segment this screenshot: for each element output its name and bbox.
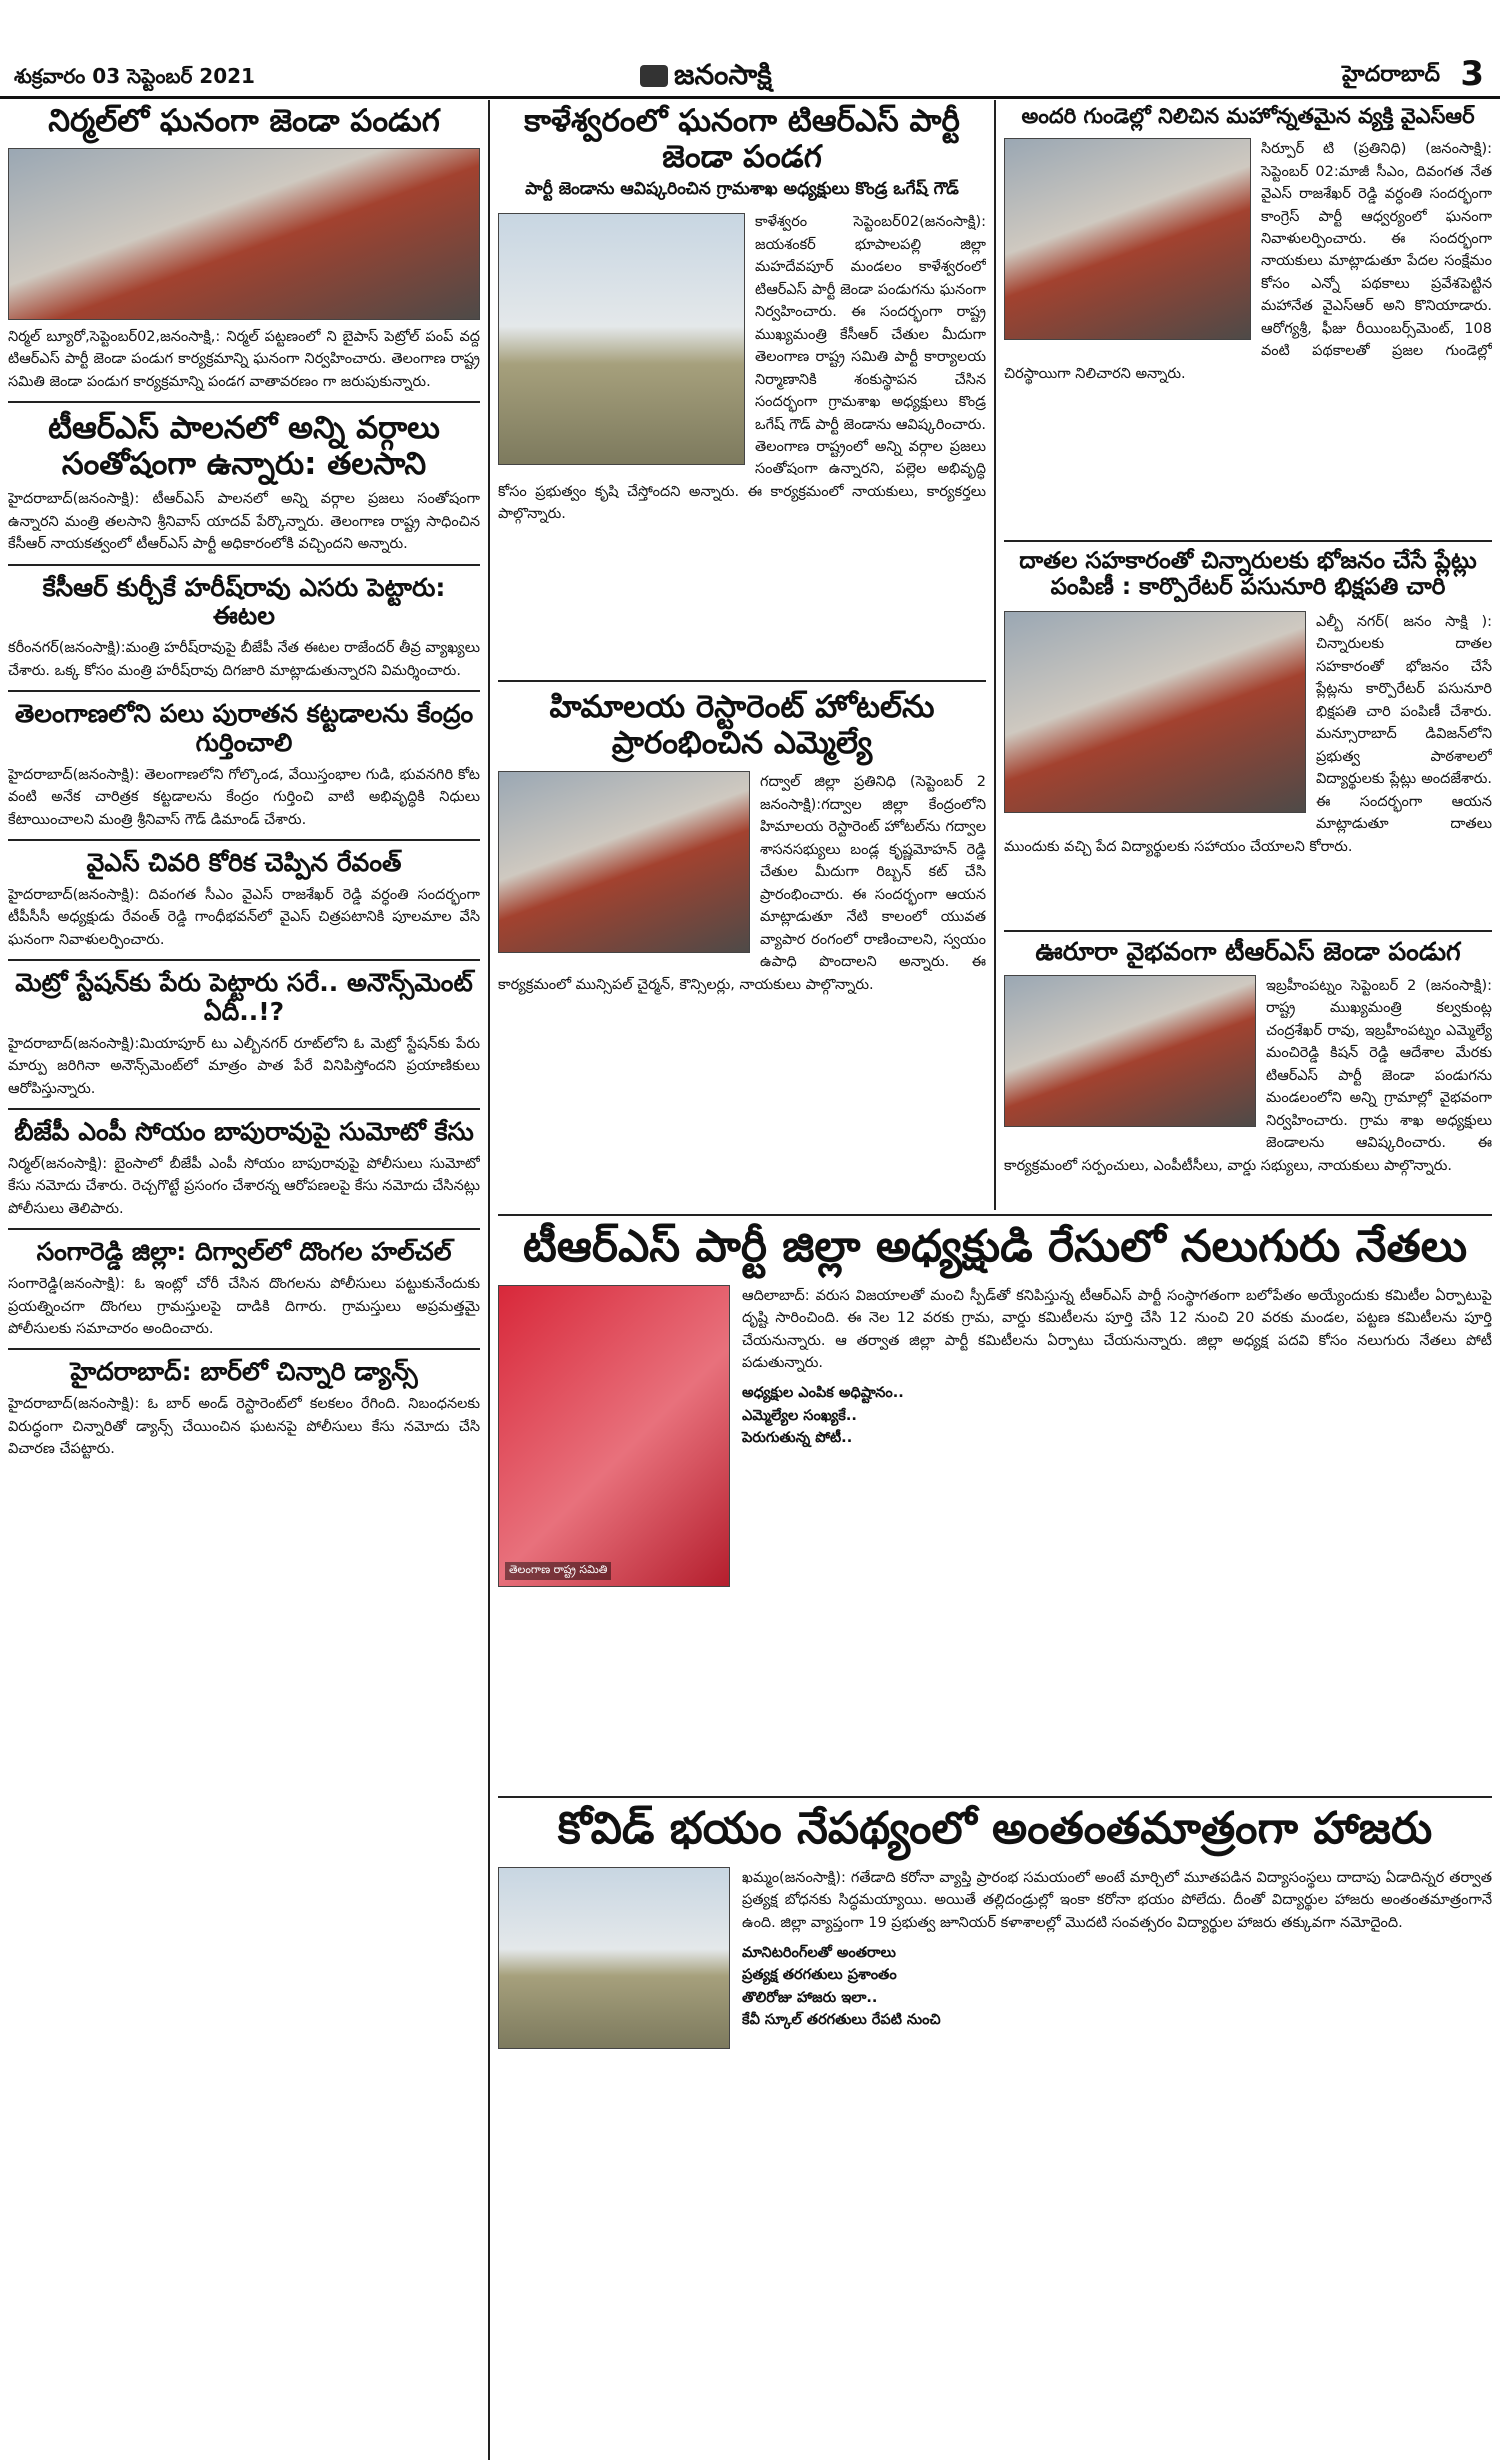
article-divider [8,959,480,961]
headline: నిర్మల్‌లో ఘనంగా జెండా పండుగ [48,104,440,139]
article-covid [498,1804,1492,2454]
subhead-1: మానిటరింగ్‌లతో అంతరాలు [742,1945,896,1961]
headline: హిమాలయ రెస్టారెంట్ హోటల్‌ను ప్రారంభించిన ఎమ్మెల్యే [549,690,935,761]
article-metro [8,969,480,1100]
subheadline: పార్టీ జెండాను ఆవిష్కరించిన గ్రామశాఖ అధ్యక్షులు కొండ్ర ఒగేష్ గౌడ్ [525,179,959,200]
article-body: ఖమ్మం(జనంసాక్షి): గతేడాది కరోనా వ్యాప్తి ప్రారంభ సమయంలో అంటే మార్చిలో మూతపడిన విద్యాసంస్థలు దాదాపు ఏడాదిన్నర తర్వాత ప్రత్యక్ష బోధనకు సిద్ధమయ్యాయి. అయితే తల్లిదండ్రుల్లో ఇంకా కరోనా భయం పోలేదు. దీంతో విద్యార్థుల హాజరు అంతంతమాత్రంగానే ఉంది. జిల్లా వ్యాప్తంగా 19 ప్రభుత్వ జూనియర్ కళాశాలల్లో మొదటి సంవత్సరం విద్యార్థుల హాజరు తక్కువగా నమోదైంది. [742,1869,1492,1931]
article-kaleshwaram [498,104,986,674]
article-body: ఆదిలాబాద్: వరుస విజయాలతో మంచి స్పీడ్‌తో కనిపిస్తున్న టీఆర్ఎస్ పార్టీ సంస్థాగతంగా బలోపేతం అయ్యేందుకు కమిటీల ఏర్పాటుపై దృష్టి సారించింది. ఈ నెల 12 వరకు గ్రామ, వార్డు కమిటీలను పూర్తి చేసి 12 నుంచి 20 వరకు మండల, పట్టణ కమిటీలను పూర్తి చేయనున్నారు. ఆ తర్వాత జిల్లా పార్టీ కమిటీలను ఏర్పాటు చేయనున్నారు. జిల్లా అధ్యక్ష పదవి కోసం నలుగురు నేతలు పోటీ పడుతున్నారు. [742,1287,1492,1371]
subhead-3: తొలిరోజు హాజరు ఇలా.. [742,1989,878,2006]
article-body: నిర్మల్(జనంసాక్షి): బైంసాలో బీజేపీ ఎంపీ సోయం బాపురావుపై పోలీసులు సుమోటో కేసు నమోదు చేశారు. రెచ్చగొట్టే ప్రసంగం చేశారన్న ఆరోపణలపై కేసు నమోదు చేసినట్లు పోలీసులు తెలిపారు. [8,1155,480,1217]
article-divider [8,1348,480,1350]
headline: కాళేశ్వరంలో ఘనంగా టిఆర్ఎస్ పార్టీ జెండా పండగ [524,104,960,175]
article-photo [498,1867,730,2049]
article-divider [1004,540,1492,542]
article-heritage [8,700,480,831]
article-photo [8,148,480,320]
article-district-race [498,1222,1492,1792]
article-body: ఎల్బీ నగర్( జనం సాక్షి ): చిన్నారులకు దాతల సహకారంతో భోజనం చేసే ప్లేట్లను కార్పొరేటర్ పసునూరి భిక్షపతి చారి పంపిణీ చేశారు. మన్సూరాబాద్ డివిజన్‌లోని ప్రభుత్వ పాఠశాలలో విద్యార్థులకు ప్లేట్లు అందజేశారు. ఈ సందర్భంగా ఆయన మాట్లాడుతూ దాతలు ముందుకు వచ్చి పేద విద్యార్థులకు సహాయం చేయాలని కోరారు. [1004,613,1492,855]
article-talasani [8,411,480,556]
article-photo [1004,138,1251,340]
article-divider [8,690,480,692]
headline: టీఆర్ఎస్ పాలనలో అన్ని వర్గాలు సంతోషంగా ఉన్నారు: తలసాని [48,410,440,482]
headline: ఊరూరా వైభవంగా టీఆర్ఎస్ జెండా పండుగ [1035,938,1461,966]
headline: టీఆర్ఎస్ పార్టీ జిల్లా అధ్యక్షుడి రేసులో నలుగురు నేతలు [522,1222,1468,1272]
article-etela [8,574,480,682]
page-number: 3 [1460,54,1484,94]
left-column [8,104,480,2459]
column-divider [994,100,996,1210]
article-photo [1004,611,1306,813]
masthead-logo-icon [640,65,668,87]
headline: సంగారెడ్డి జిల్లా: దిగ్వాల్‌లో దొంగల హల్‌చల్ [36,1237,452,1267]
article-nirmal [8,104,480,393]
article-body: హైదరాబాద్(జనంసాక్షి): దివంగత సీఎం వైఎస్ రాజశేఖర్ రెడ్డి వర్ధంతి సందర్భంగా టీపీసీసీ అధ్యక్షుడు రేవంత్ రెడ్డి గాంధీభవన్‌లో వైఎస్ చిత్రపటానికి పూలమాల వేసి ఘనంగా నివాళులర్పించారు. [8,886,480,948]
article-body: కాళేశ్వరం సెప్టెంబర్02(జనంసాక్షి): జయశంకర్ భూపాలపల్లి జిల్లా మహదేవపూర్ మండలం కాళేశ్వరంలో టిఆర్ఎస్ పార్టీ జెండా పండుగను ఘనంగా నిర్వహించారు. ఈ సందర్భంగా రాష్ట్ర ముఖ్యమంత్రి కేసీఆర్ చేతుల మీదుగా తెలంగాణ రాష్ట్ర సమితి పార్టీ కార్యాలయ నిర్మాణానికి శంకుస్థాపన చేసిన సందర్భంగా గ్రామశాఖ అధ్యక్షులు కొండ్ర ఒగేష్ గౌడ్ పార్టీ జెండాను ఆవిష్కరించారు. తెలంగాణ రాష్ట్రంలో అన్ని వర్గాల ప్రజలు సంతోషంగా ఉన్నారని, పల్లెల అభివృద్ధి కోసం ప్రభుత్వం కృషి చేస్తోందని అన్నారు. ఈ కార్యక్రమంలో నాయకులు, కార్యకర్తలు పాల్గొన్నారు. [498,214,986,523]
article-bapurao [8,1118,480,1220]
article-photo [1004,975,1256,1127]
headline: బీజేపీ ఎంపీ సోయం బాపురావుపై సుమోటో కేసు [14,1117,474,1147]
headline: కోవిడ్ భయం నేపథ్యంలో అంతంతమాత్రంగా హాజరు [557,1804,1433,1854]
subhead-1: అధ్యక్షుల ఎంపిక అధిష్టానం.. [742,1385,904,1402]
article-photo [498,771,750,953]
article-divider [1004,930,1492,932]
subhead-2: ప్రత్యక్ష తరగతులు ప్రశాంతం [742,1967,897,1984]
photo-caption: తెలంగాణ రాష్ట్ర సమితి [505,1562,611,1580]
article-divider [8,564,480,566]
headline: మెట్రో స్టేషన్‌కు పేరు పెట్టారు సరే.. అనౌన్స్‌మెంట్ ఏదీ..!? [15,968,473,1026]
article-divider [8,401,480,403]
article-body: కరీంనగర్(జనంసాక్షి):మంత్రి హరీష్‌రావుపై బీజేపీ నేత ఈటల రాజేందర్ తీవ్ర వ్యాఖ్యలు చేశారు. ఒక్క కోసం మంత్రి హరీష్‌రావు దిగజారి మాట్లాడుతున్నారని విమర్శించారు. [8,640,480,679]
masthead-title: జనంసాక్షి [674,58,772,91]
issue-date: శుక్రవారం 03 సెప్టెంబర్ 2021 [14,64,255,88]
article-revanth [8,849,480,951]
article-divider [8,839,480,841]
subhead-3: పెరుగుతున్న పోటీ.. [742,1430,853,1447]
headline: దాతల సహకారంతో చిన్నారులకు భోజనం చేసే ప్లేట్లు పంపిణీ : కార్పొరేటర్ పసునూరి భిక్షపతి చారి [1019,548,1477,601]
article-villages [1004,938,1492,1210]
subhead-4: కేవీ స్కూల్ తరగతులు రేపటి నుంచి [742,2012,941,2029]
article-sangareddy [8,1238,480,1340]
column-divider [488,100,490,2460]
article-photo [498,1285,730,1587]
article-body: హైదరాబాద్(జనంసాక్షి): టీఆర్ఎస్ పాలనలో అన్ని వర్గాల ప్రజలు సంతోషంగా ఉన్నారని మంత్రి తలసాని శ్రీనివాస్ యాదవ్ పేర్కొన్నారు. తెలంగాణ రాష్ట్ర సాధించిన కేసీఆర్ నాయకత్వంలో టీఆర్ఎస్ పార్టీ అధికారంలోకి వచ్చిందని అన్నారు. [8,491,480,553]
headline: కేసీఆర్ కుర్చీకే హరీష్‌రావు ఎసరు పెట్టారు: ఈటల [42,572,446,631]
page-header [0,0,1500,99]
article-bar [8,1358,480,1460]
headline: తెలంగాణలోని పలు పురాతన కట్టడాలను కేంద్రం గుర్తించాలి [14,699,474,757]
masthead [640,58,772,98]
subhead-2: ఎమ్మెల్యేల సంఖ్యకే.. [742,1407,857,1424]
article-plates [1004,548,1492,928]
headline: హైదరాబాద్: బార్‌లో చిన్నారి డ్యాన్స్ [70,1357,418,1387]
article-body: హైదరాబాద్(జనంసాక్షి): ఓ బార్ అండ్ రెస్టారెంట్‌లో కలకలం రేగింది. నిబంధనలకు విరుద్ధంగా చిన్నారితో డ్యాన్స్ చేయించిన ఘటనపై పోలీసులు కేసు నమోదు చేసి విచారణ చేపట్టారు. [8,1396,480,1458]
edition-city: హైదరాబాద్ [1342,62,1440,87]
article-divider [498,680,986,682]
article-ysr [1004,104,1492,534]
article-divider [8,1108,480,1110]
article-body: గద్వాల్ జిల్లా ప్రతినిధి (సెప్టెంబర్ 2 జనంసాక్షి):గద్వాల జిల్లా కేంద్రంలోని హిమాలయ రెస్టారెంట్ హోటల్‌ను గద్వాల శాసనసభ్యులు బండ్ల కృష్ణమోహన్ రెడ్డి చేతుల మీదుగా రిబ్బన్ కట్ చేసి ప్రారంభించారు. ఈ సందర్భంగా ఆయన మాట్లాడుతూ నేటి కాలంలో యువత వ్యాపార రంగంలో రాణించాలని, స్వయం ఉపాధి పొందాలని అన్నారు. ఈ కార్యక్రమంలో మున్సిపల్ చైర్మన్, కౌన్సిలర్లు, నాయకులు పాల్గొన్నారు. [498,774,986,993]
article-body: హైదరాబాద్(జనంసాక్షి):మియాపూర్ టు ఎల్బీనగర్ రూట్‌లోని ఓ మెట్రో స్టేషన్‌కు పేరు మార్పు జరిగినా అనౌన్స్‌మెంట్‌లో మాత్రం పాత పేరే వినిపిస్తోందని ప్రయాణికులు ఆరోపిస్తున్నారు. [8,1035,480,1097]
section-divider [498,1796,1492,1798]
article-body: ఇబ్రహీంపట్నం సెప్టెంబర్ 2 (జనంసాక్షి): రాష్ట్ర ముఖ్యమంత్రి కల్వకుంట్ల చంద్రశేఖర్ రావు, ఇబ్రహీంపట్నం ఎమ్మెల్యే మంచిరెడ్డి కిషన్ రెడ్డి ఆదేశాల మేరకు టిఆర్ఎస్ పార్టీ జెండా పండుగను మండలంలోని అన్ని గ్రామాల్లో వైభవంగా నిర్వహించారు. గ్రామ శాఖ అధ్యక్షులు జెండాలను ఆవిష్కరించారు. ఈ కార్యక్రమంలో సర్పంచులు, ఎంపీటీసీలు, వార్డు సభ్యులు, నాయకులు పాల్గొన్నారు. [1004,977,1492,1174]
article-body: హైదరాబాద్(జనంసాక్షి): తెలంగాణలోని గోల్కొండ, వేయిస్తంభాల గుడి, భువనగిరి కోట వంటి అనేక చారిత్రక కట్టడాలను కేంద్రం గుర్తించి వాటి అభివృద్ధికి నిధులు కేటాయించాలని మంత్రి శ్రీనివాస్ గౌడ్ డిమాండ్ చేశారు. [8,766,480,828]
article-divider [8,1228,480,1230]
section-divider [498,1214,1492,1216]
article-body: సిర్పూర్ టి (ప్రతినిధి) (జనంసాక్షి): సెప్టెంబర్ 02:మాజీ సీఎం, దివంగత నేత వైఎస్ రాజశేఖర్ రెడ్డి వర్ధంతి సందర్భంగా కాంగ్రెస్ పార్టీ ఆధ్వర్యంలో ఘనంగా నివాళులర్పించారు. ఈ సందర్భంగా నాయకులు మాట్లాడుతూ పేదల సంక్షేమం కోసం ఎన్నో పథకాలు ప్రవేశపెట్టిన మహానేత వైఎస్ఆర్ అని కొనియాడారు. ఆరోగ్యశ్రీ, ఫీజు రీయింబర్స్‌మెంట్, 108 వంటి పథకాలతో ప్రజల గుండెల్లో చిరస్థాయిగా నిలిచారని అన్నారు. [1004,141,1492,382]
article-body: సంగారెడ్డి(జనంసాక్షి): ఓ ఇంట్లో చోరీ చేసిన దొంగలను పోలీసులు పట్టుకునేందుకు ప్రయత్నించగా దొంగలు గ్రామస్తులపై దాడికి దిగారు. గ్రామస్తులు అప్రమత్తమై పోలీసులకు సమాచారం అందించారు. [8,1276,480,1337]
article-body: నిర్మల్ బ్యూరో,సెప్టెంబర్02,జనంసాక్షి,: నిర్మల్ పట్టణంలో ని బైపాస్ పెట్రోల్ పంప్ వద్ద టిఆర్ఎస్ పార్టీ జెండా పండుగ కార్యక్రమాన్ని ఘనంగా నిర్వహించారు. తెలంగాణ రాష్ట్ర సమితి జెండా పండుగ కార్యక్రమాన్ని పండగ వాతావరణం గా జరుపుకున్నారు. [8,328,480,390]
article-himalaya [498,690,986,1210]
headline: అందరి గుండెల్లో నిలిచిన మహోన్నతమైన వ్యక్తి వైఎస్ఆర్ [1021,104,1475,128]
article-photo [498,213,745,465]
headline: వైఎస్ చివరి కోరిక చెప్పిన రేవంత్ [86,848,402,878]
